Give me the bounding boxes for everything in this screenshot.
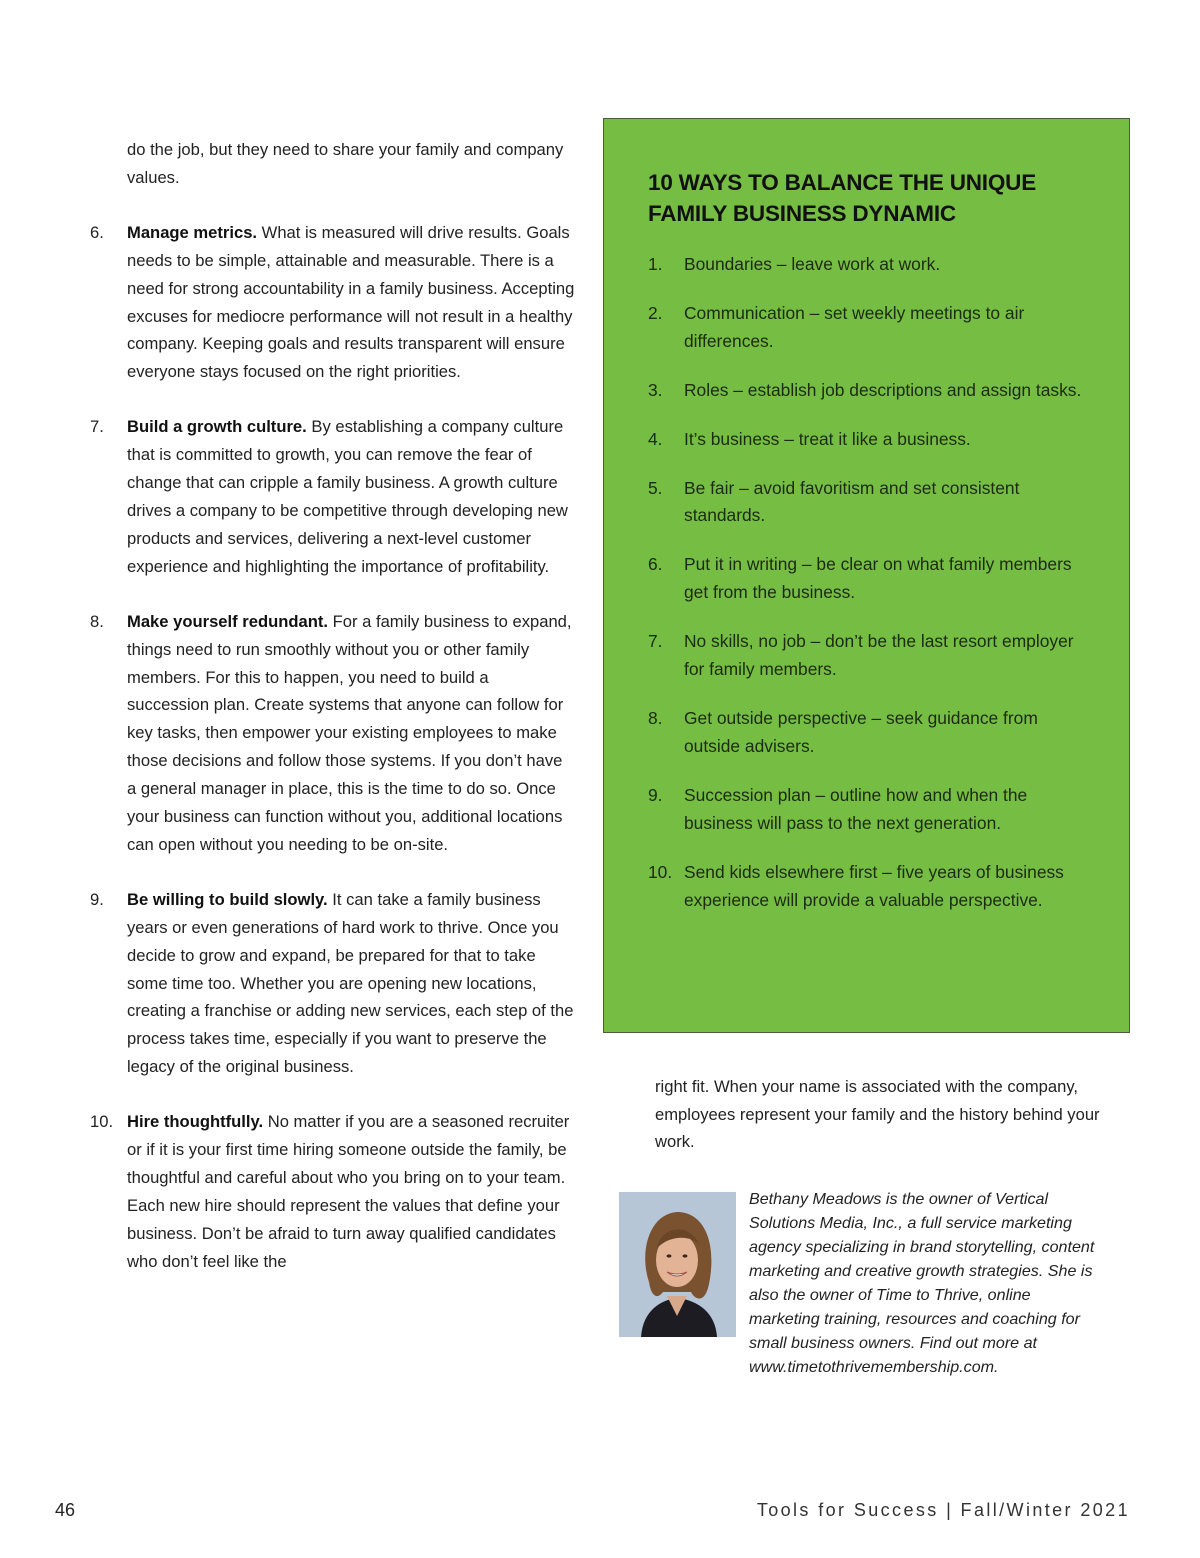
- sidebar-item-number: 2.: [648, 302, 663, 323]
- publication-footer: Tools for Success | Fall/Winter 2021: [756, 1500, 1130, 1520]
- sidebar-item-number: 4.: [648, 428, 663, 449]
- sidebar-list-item: [648, 475, 1088, 531]
- sidebar-list-item: [648, 705, 1088, 761]
- list-item-text: It can take a family business years or even generations of hard work to thrive. Once you decide to grow and expand, be prepared for that to take some time too. Whether you are opening new locations, creating a franchise or adding new services, each step of the process takes time, especially if you want to preserve the legacy of the original business.: [127, 889, 574, 1077]
- list-item-text: By establishing a company culture that is committed to growth, you can remove the fear of change that can cripple a family business. A growth culture drives a company to be competitive through developing new products and services, delivering a next-level customer experience and highlighting the importance of profitability.: [127, 417, 568, 576]
- list-item-body: [127, 413, 575, 580]
- sidebar-item-text: Boundaries – leave work at work.: [684, 254, 941, 274]
- author-bio: Bethany Meadows is the owner of Vertical Solutions Media, Inc., a full service marketing agency specializing in brand storytelling, content marketing and creative growth strategies. She is also the owner of Time to Thrive, online marketing training, resources and coaching for small business owners. Find out more at www.timetothrivemembership.com.: [749, 1190, 1095, 1376]
- sidebar-item-text: Communication – set weekly meetings to air differences.: [684, 302, 1025, 351]
- list-item-heading: Hire thoughtfully.: [127, 1112, 264, 1132]
- list-item-heading: Make yourself redundant.: [127, 611, 329, 631]
- sidebar-list-item: [648, 628, 1088, 684]
- sidebar-title: 10 WAYS TO BALANCE THE UNIQUE FAMILY BUSINESS DYNAMIC: [648, 170, 1037, 226]
- sidebar-item-text: Roles – establish job descriptions and assign tasks.: [684, 379, 1082, 400]
- intro-paragraph: do the job, but they need to share your family and company values.: [127, 140, 564, 187]
- sidebar-item-text: It’s business – treat it like a business.: [684, 428, 971, 449]
- author-photo: [619, 1192, 736, 1337]
- list-item-text: What is measured will drive results. Goals needs to be simple, attainable and measurable. There is a need for strong accountability in a family business. Accepting excuses for mediocre performance will not result in a healthy company. Keeping goals and results transparent will ensure everyone stays focused on the right priorities.: [127, 222, 575, 382]
- sidebar-item-text: Put it in writing – be clear on what family members get from the business.: [684, 554, 1072, 603]
- sidebar-item-number: 8.: [648, 707, 663, 728]
- list-item-number: 7.: [90, 417, 104, 437]
- list-item: [90, 1108, 575, 1275]
- list-item-number: 10.: [90, 1112, 114, 1132]
- sidebar-list-item: [648, 300, 1088, 356]
- list-item: [90, 219, 575, 386]
- sidebar-item-number: 7.: [648, 631, 663, 652]
- list-item-number: 9.: [90, 889, 104, 909]
- sidebar-item-text: Be fair – avoid favoritism and set consistent standards.: [684, 477, 1020, 526]
- sidebar-item-text: No skills, no job – don’t be the last resort employer for family members.: [684, 631, 1074, 680]
- sidebar-item-number: 9.: [648, 784, 663, 805]
- sidebar-item-text: Get outside perspective – seek guidance from outside advisers.: [684, 707, 1038, 756]
- list-item-text: For a family business to expand, things need to run smoothly without you or other family members. For this to happen, you need to build a succession plan. Create systems that anyone can follow for key tasks, then empower your existing employees to make those decisions and follow those systems. If you don’t have a general manager in place, this is the time to do so. Once your business can function without you, additional locations can open without you needing to be on-site.: [127, 611, 572, 854]
- sidebar-item-text: Succession plan – outline how and when the business will pass to the next generation.: [684, 784, 1028, 833]
- sidebar-item-number: 3.: [648, 379, 663, 400]
- sidebar-list: [648, 251, 1088, 935]
- sidebar-item-number: 10.: [648, 861, 673, 882]
- sidebar-list-item: [648, 377, 1088, 405]
- continuation-paragraph: right fit. When your name is associated with the company, employees represent your family and the history behind your work.: [655, 1077, 1100, 1152]
- list-item-heading: Build a growth culture.: [127, 417, 307, 437]
- list-item-heading: Manage metrics.: [127, 222, 258, 242]
- page-number: 46: [55, 1500, 76, 1520]
- sidebar-item-text: Send kids elsewhere first – five years of business experience will provide a valuable perspective.: [684, 861, 1064, 910]
- sidebar-item-number: 5.: [648, 477, 663, 498]
- list-item-body: [127, 1108, 575, 1275]
- sidebar-list-item: [648, 859, 1088, 915]
- sidebar-item-number: 6.: [648, 554, 663, 575]
- list-item-body: [127, 219, 575, 386]
- sidebar-list-item: [648, 426, 1088, 454]
- list-item-body: [127, 608, 575, 859]
- list-item: [90, 886, 575, 1081]
- list-item: [90, 413, 575, 580]
- author-portrait-illustration: [619, 1192, 736, 1337]
- list-item-heading: Be willing to build slowly.: [127, 889, 328, 909]
- sidebar-list-item: [648, 551, 1088, 607]
- sidebar-box: [603, 118, 1130, 1033]
- left-column: [90, 136, 575, 1303]
- sidebar-item-number: 1.: [648, 254, 663, 274]
- list-item-number: 6.: [90, 222, 104, 242]
- list-item: [90, 608, 575, 859]
- sidebar-list-item: [648, 251, 1088, 279]
- list-item-number: 8.: [90, 611, 104, 631]
- sidebar-list-item: [648, 782, 1088, 838]
- list-item-body: [127, 886, 575, 1081]
- list-item-text: No matter if you are a seasoned recruiter or if it is your first time hiring someone outside the family, be thoughtful and careful about who you bring on to your team. Each new hire should represent the values that define your business. Don’t be afraid to turn away qualified candidates who don’t feel like the: [127, 1112, 570, 1271]
